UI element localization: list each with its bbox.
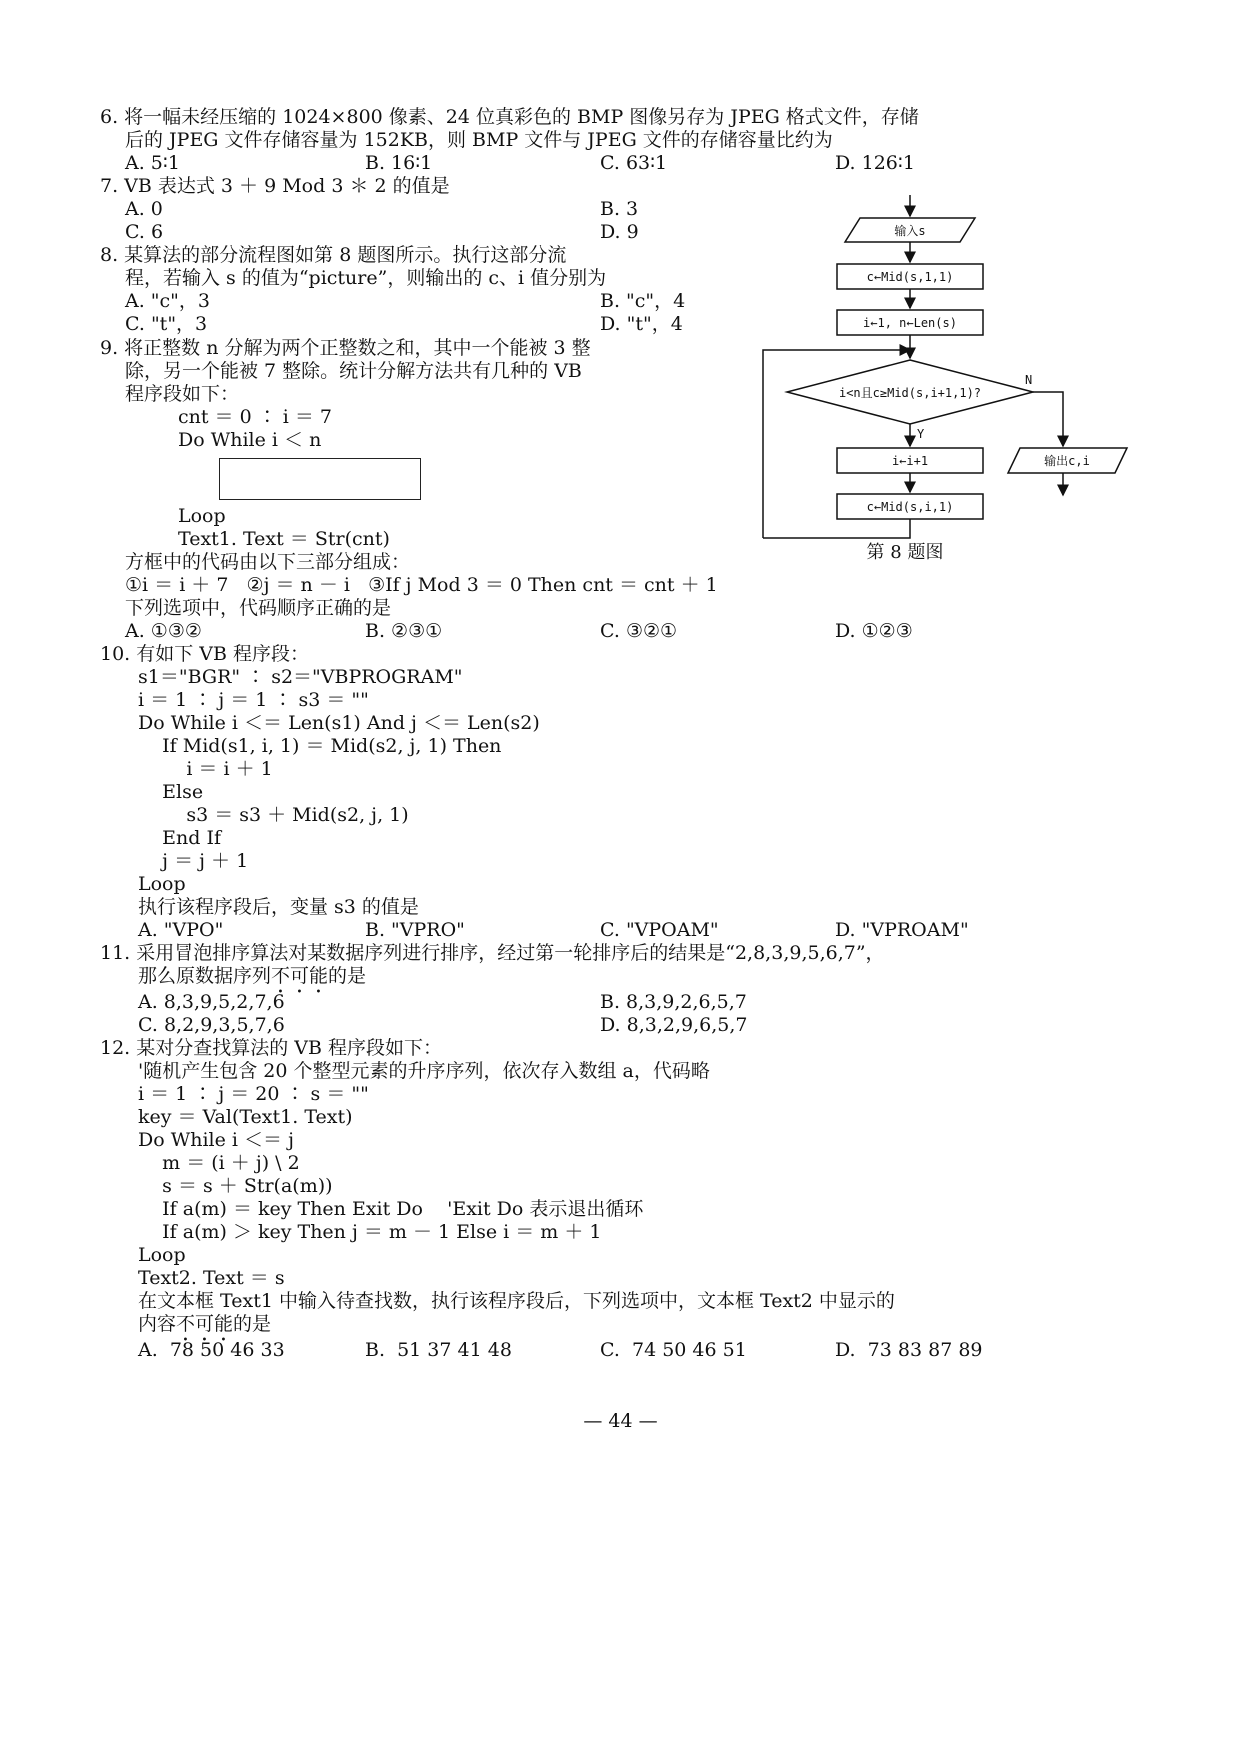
q9-code-line2: Do While i ＜ n (178, 429, 322, 451)
q10-line2: 执行该程序段后，变量 s3 的值是 (138, 896, 419, 918)
q9-line2: 除，另一个能被 7 整除。统计分解方法共有几种的 VB (125, 360, 582, 382)
q10-option-b: B. "VPRO" (365, 919, 465, 941)
q10-code-line: Do While i ＜＝ Len(s1) And j ＜＝ Len(s2) (138, 712, 540, 734)
flow-step4-text: c←Mid(s,i,1) (866, 500, 954, 514)
flow-no-label: N (1025, 373, 1033, 387)
q9-option-d: D. ①②③ (835, 620, 913, 642)
q12-code-line: s ＝ s ＋ Str(a(m)) (138, 1175, 333, 1197)
q12-code-line: Do While i ＜＝ j (138, 1129, 294, 1151)
q10-code-line: s3 ＝ s3 ＋ Mid(s2, j, 1) (138, 804, 409, 826)
page-number: — 44 — (583, 1410, 658, 1432)
q11-line2-end: 的是 (328, 965, 367, 987)
q11-option-a: A. 8,3,9,5,2,7,6 (138, 991, 285, 1013)
q12-code-line: Text2. Text ＝ s (138, 1267, 285, 1289)
q11-line1: 11. 采用冒泡排序算法对某数据序列进行排序，经过第一轮排序后的结果是“2,8,3,9,5,6,7”， (100, 942, 885, 964)
q12-line2: 在文本框 Text1 中输入待查找数，执行该程序段后，下列选项中，文本框 Text2 中显示的 (138, 1290, 895, 1312)
q7-option-a: A. 0 (125, 198, 163, 220)
q9-code-line3: Loop (178, 505, 226, 527)
q8-flowchart (755, 190, 1145, 570)
q10-option-d: D. "VPROAM" (835, 919, 969, 941)
q9-code-line1: cnt ＝ 0 ∶ i ＝ 7 (178, 406, 333, 428)
q10-option-a: A. "VPO" (138, 919, 224, 941)
q9-line1: 9. 将正整数 n 分解为两个正整数之和，其中一个能被 3 整 (100, 337, 591, 359)
q8-option-c: C. "t"，3 (125, 313, 208, 335)
flow-yes-label: Y (917, 427, 925, 441)
q6-option-a: A. 5∶1 (125, 152, 180, 174)
q11-emphasis: 不可能 (271, 965, 329, 987)
q8-option-d: D. "t"，4 (600, 313, 683, 335)
q10-code-line: i ＝ 1 ∶ j ＝ 1 ∶ s3 ＝ "" (138, 689, 369, 711)
q12-option-c: C. 74 50 46 51 (600, 1339, 747, 1361)
q12-code-line: m ＝ (i ＋ j) \ 2 (138, 1152, 300, 1174)
q6-option-c: C. 63∶1 (600, 152, 668, 174)
q9-line4: 方框中的代码由以下三部分组成： (125, 551, 411, 573)
flow-step3-text: i←i+1 (891, 454, 929, 468)
q8-option-a: A. "c"，3 (125, 290, 211, 312)
flow-condition-text: i<n且c≥Mid(s,i+1,1)? (838, 386, 982, 400)
q12-code-line: key ＝ Val(Text1. Text) (138, 1106, 353, 1128)
q10-line1: 10. 有如下 VB 程序段： (100, 643, 310, 665)
q8-line2: 程，若输入 s 的值为“picture”，则输出的 c、i 值分别为 (125, 267, 607, 289)
q12-code-line: If a(m) ＞ key Then j ＝ m － 1 Else i ＝ m ＋ 1 (138, 1221, 602, 1243)
q11-line2-start: 那么原数据序列 (138, 965, 272, 987)
q9-parts: ①i ＝ i ＋ 7 ②j ＝ n － i ③If j Mod 3 ＝ 0 Then cnt ＝ cnt ＋ 1 (125, 574, 718, 596)
q12-emphasis: 不可能 (176, 1313, 234, 1335)
q9-option-b: B. ②③① (365, 620, 443, 642)
flow-output-text: 输出c,i (1044, 454, 1090, 468)
q12-line3-end: 的是 (233, 1313, 272, 1335)
q12-option-b: B. 51 37 41 48 (365, 1339, 512, 1361)
q12-option-d: D. 73 83 87 89 (835, 1339, 983, 1361)
q6-option-b: B. 16∶1 (365, 152, 433, 174)
q10-code-line: i ＝ i ＋ 1 (138, 758, 273, 780)
q10-code-line: Loop (138, 873, 186, 895)
q12-line1: 12. 某对分查找算法的 VB 程序段如下： (100, 1037, 443, 1059)
q11-option-c: C. 8,2,9,3,5,7,6 (138, 1014, 285, 1036)
q10-code-line: If Mid(s1, i, 1) ＝ Mid(s2, j, 1) Then (138, 735, 502, 757)
q7-option-b: B. 3 (600, 198, 639, 220)
q10-code-line: s1＝"BGR" ∶ s2＝"VBPROGRAM" (138, 666, 463, 688)
q10-code-line: End If (138, 827, 222, 849)
q9-option-a: A. ①③② (125, 620, 202, 642)
q9-line5: 下列选项中，代码顺序正确的是 (125, 597, 392, 619)
q9-line3: 程序段如下： (125, 383, 240, 405)
q10-code-line: j ＝ j ＋ 1 (138, 850, 249, 872)
q11-option-d: D. 8,3,2,9,6,5,7 (600, 1014, 748, 1036)
q8-option-b: B. "c"，4 (600, 290, 686, 312)
q10-option-c: C. "VPOAM" (600, 919, 719, 941)
q10-code-line: Else (138, 781, 204, 803)
q9-code-blank-box (219, 458, 421, 500)
q6-line1: 6. 将一幅未经压缩的 1024×800 像素、24 位真彩色的 BMP 图像另存为 JPEG 格式文件，存储 (100, 106, 919, 128)
q12-code-line: Loop (138, 1244, 186, 1266)
flow-input-text: 输入s (894, 224, 926, 238)
q12-code-line: '随机产生包含 20 个整型元素的升序序列，依次存入数组 a，代码略 (138, 1060, 710, 1082)
flow-caption: 第 8 题图 (866, 542, 944, 563)
q6-line2: 后的 JPEG 文件存储容量为 152KB，则 BMP 文件与 JPEG 文件的存储容量比约为 (125, 129, 833, 151)
q12-option-a: A. 78 50 46 33 (138, 1339, 285, 1361)
q9-option-c: C. ③②① (600, 620, 678, 642)
q9-code-line4: Text1. Text ＝ Str(cnt) (178, 528, 390, 550)
q7-option-d: D. 9 (600, 221, 639, 243)
q12-code-line: i ＝ 1 ∶ j ＝ 20 ∶ s ＝ "" (138, 1083, 369, 1105)
q12-line3-start: 内容 (138, 1313, 177, 1335)
flow-step1-text: c←Mid(s,1,1) (866, 270, 954, 284)
q12-code-line: If a(m) ＝ key Then Exit Do 'Exit Do 表示退出循环 (138, 1198, 644, 1220)
flow-step2-text: i←1, n←Len(s) (863, 316, 957, 330)
q11-option-b: B. 8,3,9,2,6,5,7 (600, 991, 747, 1013)
q7-option-c: C. 6 (125, 221, 164, 243)
q7-line1: 7. VB 表达式 3 ＋ 9 Mod 3 ＊ 2 的值是 (100, 175, 450, 197)
q8-line1: 8. 某算法的部分流程图如第 8 题图所示。执行这部分流 (100, 244, 567, 266)
q6-option-d: D. 126∶1 (835, 152, 915, 174)
